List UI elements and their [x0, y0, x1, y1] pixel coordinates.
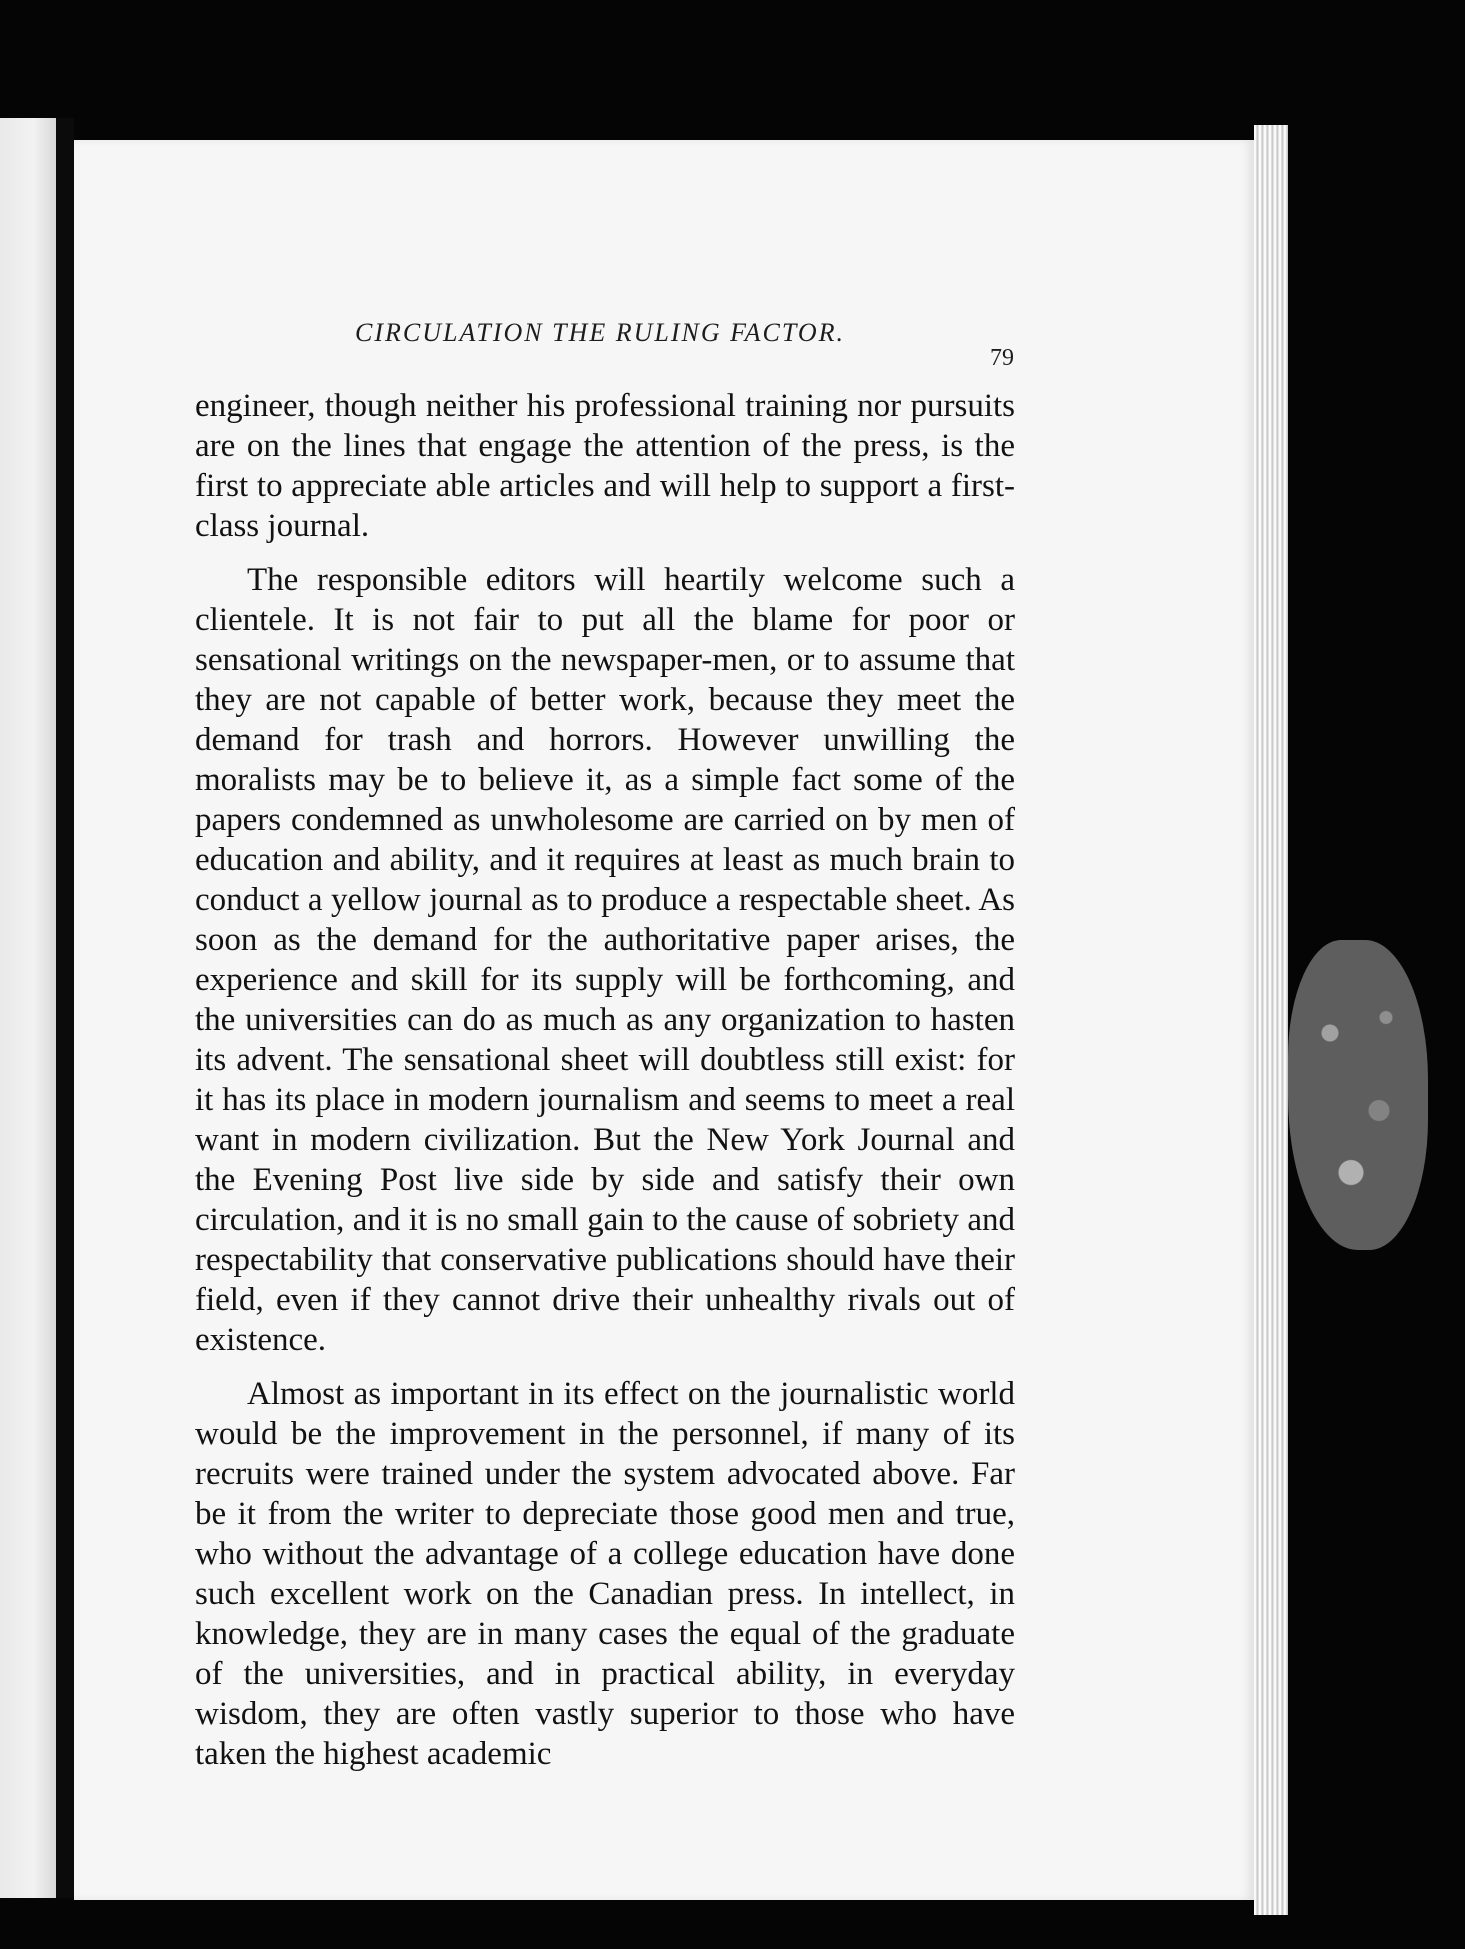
torn-paper-fragment [1288, 940, 1428, 1250]
body-text [195, 386, 1015, 1774]
paragraph-continuation: engineer, though neither his professional training nor pursuits are on the lines that engage the attention of the press, is the first to appreciate able articles and will help to support a first-class journal. [195, 388, 1015, 544]
book-gutter [56, 118, 74, 1898]
facing-page-edge [0, 118, 56, 1898]
paragraph-editors: The responsible editors will heartily welcome such a clientele. It is not fair to put all the blame for poor or sensational writings on the newspaper-men, or to assume that they are not capable of better work, because they meet the demand for trash and horrors. However unwilling the moralists may be to believe it, as a simple fact some of the papers condemned as unwholesome are carried on by men of education and ability, and it requires at least as much brain to conduct a yellow journal as to produce a respectable sheet. As soon as the demand for the authoritative paper arises, the experience and skill for its supply will be forthcoming, and the universities can do as much as any organization to hasten its advent. The sensational sheet will doubtless still exist: for it has its place in modern journalism and seems to meet a real want in modern civilization. But the New York Journal and the Evening Post live side by side and satisfy their own circulation, and it is no small gain to the cause of sobriety and respectability that conservative publications should have their field, even if they cannot drive their unhealthy rivals out of existence. [195, 562, 1015, 1358]
paragraph-personnel: Almost as important in its effect on the journalistic world would be the improvement in the personnel, if many of its recruits were trained under the system advocated above. Far be it from the writer to depreciate those good men and true, who without the advantage of a college education have done such excellent work on the Canadian press. In intellect, in knowledge, they are in many cases the equal of the graduate of the universities, and in practical ability, in everyday wisdom, they are often vastly superior to those who have taken the highest academic [195, 1376, 1015, 1772]
running-header: CIRCULATION THE RULING FACTOR. [355, 318, 846, 347]
page-block-edges [1254, 125, 1288, 1915]
page-number: 79 [990, 345, 1014, 371]
